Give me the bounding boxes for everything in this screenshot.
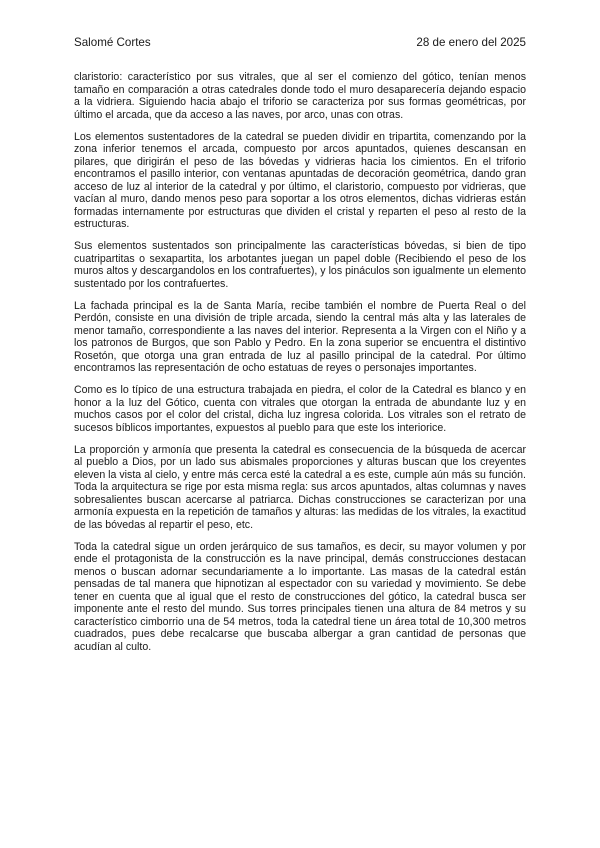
- document-date: 28 de enero del 2025: [416, 36, 526, 49]
- paragraph-orden: Toda la catedral sigue un orden jerárquico de sus tamaños, es decir, su mayor volumen y por ende el protagonista de la construcción es la nave principal, demás construcciones destacan menos o buscan adornar secundariamente a lo importante. Las masas de la catedral están pensadas de tal manera que hipnotizan al espectador con su variedad y movimiento. Se debe tener en cuenta que al igual que el resto de construcciones del gótico, la catedral busca ser imponente ante el resto del mundo. Sus torres principales tienen una altura de 84 metros y su característico cimborrio una de 54 metros, toda la catedral tiene un área total de 10,300 metros cuadrados, pues debe recalcarse que buscaba albergar a gran cantidad de personas que acudían al culto.: [74, 540, 526, 653]
- author-name: Salomé Cortes: [74, 36, 151, 49]
- paragraph-sustentados: Sus elementos sustentados son principalmente las características bóvedas, si bien de tipo cuatripartitas o sexapartita, los arbotantes juegan un papel doble (Recibiendo el peso de los muros altos y descargandolos en los contrafuertes), y los pináculos son igualmente un elemento sustentado por los contrafuertes.: [74, 240, 526, 290]
- document-body: [74, 71, 526, 663]
- paragraph-proporcion: La proporción y armonía que presenta la catedral es consecuencia de la búsqueda de acercar al pueblo a Dios, por un lado sus abismales proporciones y alturas buscan que los creyentes eleven la vista al cielo, y entre más cerca esté la catedral a es este, cumple aún más su función. Toda la arquitectura se rige por esta misma regla: sus arcos apuntados, altas columnas y naves sobresalientes buscan acercarse al patriarca. Dichas construcciones se caracterizan por una armonía expuesta en la repetición de tamaños y alturas: las medidas de los vitrales, la exactitud de las bóvedas al repartir el peso, etc.: [74, 443, 526, 531]
- paragraph-claristorio: claristorio: característico por sus vitrales, que al ser el comienzo del gótico, tenían menos tamaño en comparación a otras catedrales donde todo el muro desaparecería dejando espacio a la vidriera. Siguiendo hacia abajo el triforio se caracteriza por sus formas geométricas, por último el arcada, que da acceso a las naves, por arco, unas con otras.: [74, 71, 526, 121]
- page-header: [74, 36, 526, 50]
- paragraph-color: Como es lo típico de una estructura trabajada en piedra, el color de la Catedral es blanco y en honor a la luz del Gótico, cuenta con vitrales que otorgan la entrada de abundante luz y en muchos casos por el color del cristal, dicha luz ingresa colorida. Los vitrales son el retrato de sucesos bíblicos importantes, expuestos al pueblo para que este los interiorice.: [74, 384, 526, 434]
- paragraph-fachada: La fachada principal es la de Santa María, recibe también el nombre de Puerta Real o del Perdón, consiste en una división de triple arcada, siendo la central más alta y las laterales de menor tamaño, correspondiente a las naves del interior. Representa a la Virgen con el Niño y a los patronos de Burgos, que son Pablo y Pedro. En la zona superior se encuentra el distintivo Rosetón, que otorga una gran entrada de luz al pasillo principal de la catedral. Por último encontramos las representación de ocho estatuas de reyes o personajes importantes.: [74, 299, 526, 374]
- paragraph-sustentadores: Los elementos sustentadores de la catedral se pueden dividir en tripartita, comenzando por la zona inferior tenemos el arcada, compuesto por arcos apuntados, quienes descansan en pilares, que dirigirán el peso de las bóvedas y vidrieras hacia los cimientos. En el triforio encontramos el pasillo interior, con ventanas apuntadas de decoración geométrica, dando gran acceso de luz al interior de la catedral y por último, el claristorio, compuesto por vidrieras, que vacían al muro, dando menos peso para soportar a los otros elementos, dichas vidrieras están formadas internamente por estructuras que dividen el cristal y reparten el peso al resto de la estructuras.: [74, 130, 526, 230]
